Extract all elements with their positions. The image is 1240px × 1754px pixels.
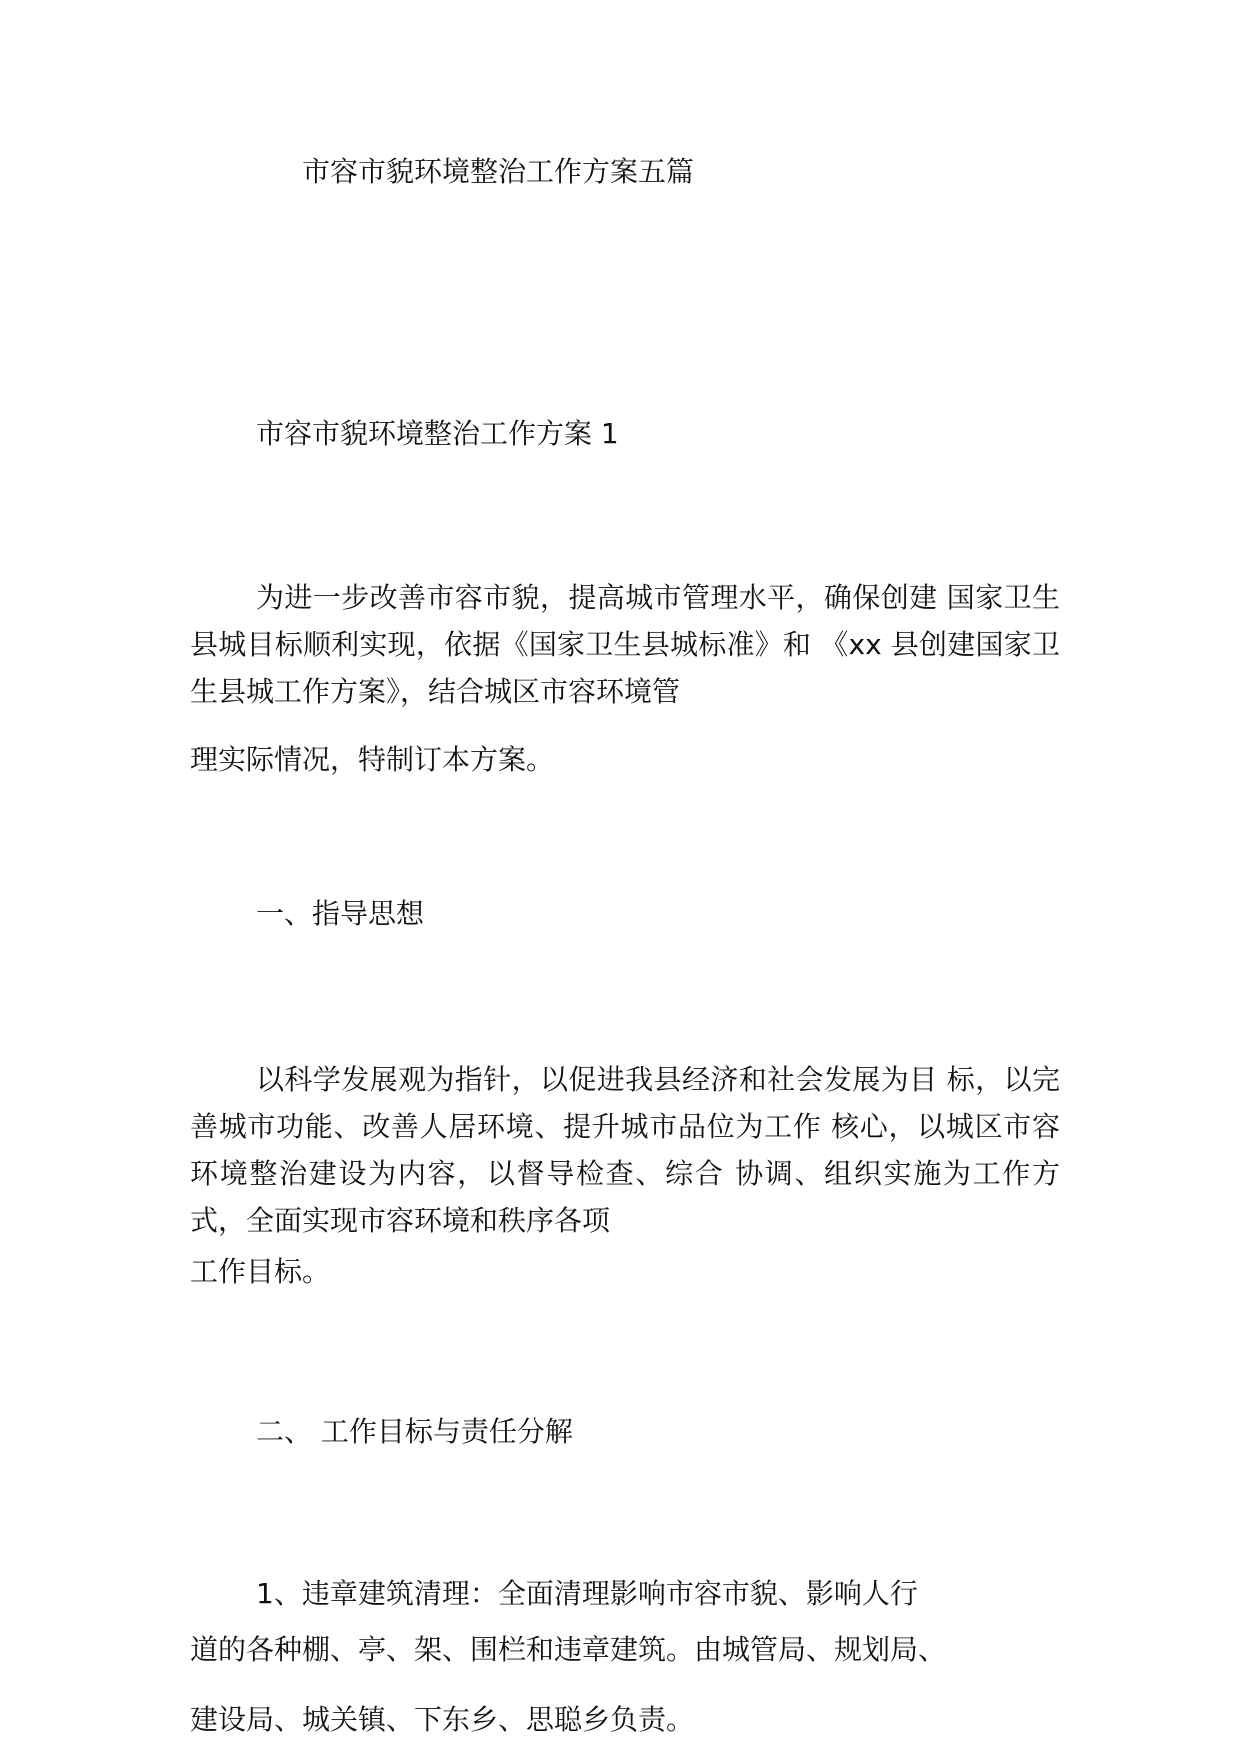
section-heading-guiding-ideology: 一、指导思想	[256, 897, 425, 930]
guiding-ideology-continuation: 工作目标。	[190, 1255, 331, 1288]
item-illegal-buildings-line-1: 1、违章建筑清理：全面清理影响市容市貌、影响人行	[256, 1577, 918, 1610]
item-illegal-buildings-line-2: 道的各种棚、亭、架、围栏和违章建筑。由城管局、规划局、	[190, 1633, 947, 1666]
section-heading-goals-responsibilities: 二、 工作目标与责任分解	[256, 1415, 573, 1448]
guiding-ideology-paragraph: 以科学发展观为指针，以促进我县经济和社会发展为目 标，以完善城市功能、改善人居环境、提升城市品位为工作 核心，以城区市容环境整治建设为内容，以督导检查、综合 协调、组织实施为工作方式，全面实现市容环境和秩序各项	[190, 1063, 1060, 1237]
intro-paragraph-continuation: 理实际情况，特制订本方案。	[190, 743, 555, 776]
intro-paragraph: 为进一步改善市容市貌，提高城市管理水平，确保创建 国家卫生县城目标顺利实现，依据《国家卫生县城标准》和 《xx 县创建国家卫生县城工作方案》，结合城区市容环境管	[190, 581, 1060, 708]
plan-subtitle: 市容市貌环境整治工作方案 1	[256, 417, 619, 450]
document-title: 市容市貌环境整治工作方案五篇	[302, 155, 695, 188]
item-illegal-buildings-line-3: 建设局、城关镇、下东乡、思聪乡负责。	[190, 1703, 695, 1736]
